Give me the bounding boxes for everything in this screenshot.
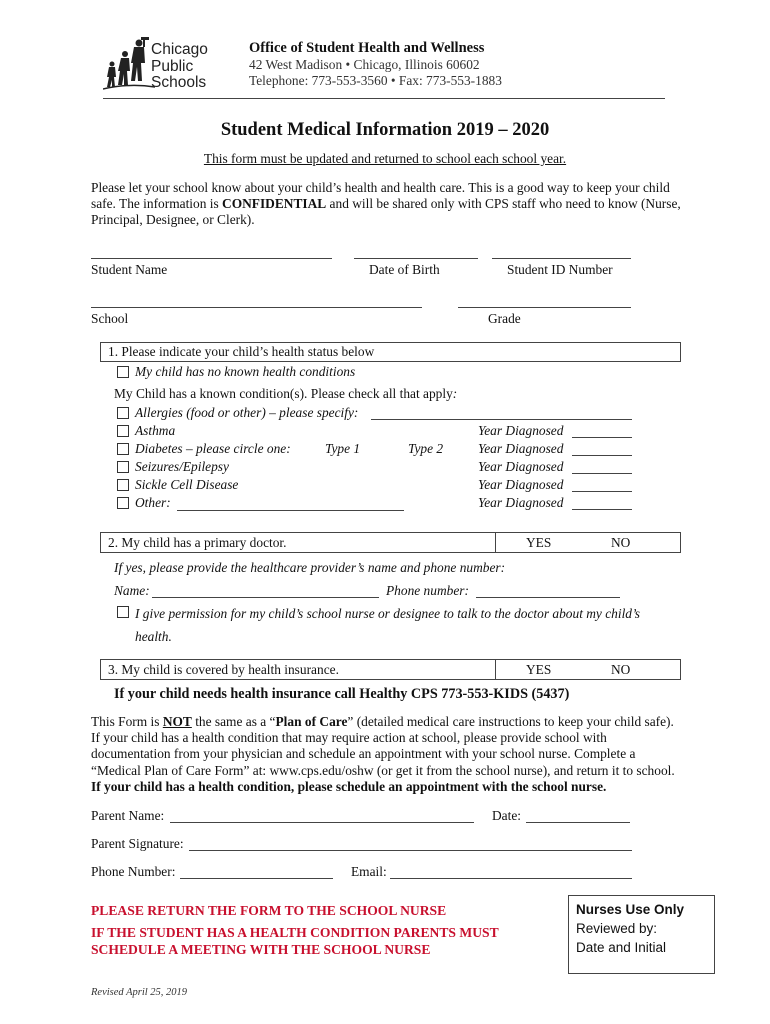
primary-doctor-no-option[interactable]: NO xyxy=(611,535,631,550)
not-emphasis: NOT xyxy=(162,714,192,729)
header-rule xyxy=(103,98,665,99)
logo-text-line: Public xyxy=(151,57,194,75)
phone-number-label: Phone Number: xyxy=(91,864,176,879)
school-field[interactable] xyxy=(91,307,422,308)
confidential-text: CONFIDENTIAL xyxy=(222,196,327,212)
provider-phone-field[interactable] xyxy=(476,597,620,598)
student-name-field[interactable] xyxy=(91,258,332,259)
parent-signature-label: Parent Signature: xyxy=(91,836,184,851)
email-field[interactable] xyxy=(390,878,632,879)
student-id-field[interactable] xyxy=(492,258,631,259)
date-of-birth-field[interactable] xyxy=(354,258,478,259)
known-conditions-text: My Child has a known condition(s). Please check all that apply: xyxy=(114,386,458,401)
insurance-no-option[interactable]: NO xyxy=(611,662,631,677)
diabetes-checkbox[interactable] xyxy=(117,443,129,455)
grade-field[interactable] xyxy=(458,307,631,308)
permission-text-line2: health. xyxy=(135,629,172,644)
other-condition-field[interactable] xyxy=(177,510,404,511)
sickle-year-field[interactable] xyxy=(572,491,632,492)
provider-name-label: Name: xyxy=(114,583,150,598)
parent-name-field[interactable] xyxy=(170,822,474,823)
grade-label: Grade xyxy=(488,311,521,326)
parent-signature-field[interactable] xyxy=(189,850,632,851)
page-subtitle: This form must be updated and returned to school each school year. xyxy=(203,151,567,166)
allergies-checkbox[interactable] xyxy=(117,407,129,419)
primary-doctor-yes-option[interactable]: YES xyxy=(526,535,552,550)
intro-paragraph: Please let your school know about your child’s health and health care. This is a good way to keep your child safe. The information is CONFIDENTIAL and will be shared only with CPS staff who need to know (Nurse, Principal, Designee, or Clerk). xyxy=(91,180,681,228)
seizures-year-label: Year Diagnosed xyxy=(478,459,564,474)
sickle-cell-label: Sickle Cell Disease xyxy=(135,477,239,492)
nurses-use-only-title: Nurses Use Only xyxy=(576,902,685,917)
seizures-checkbox[interactable] xyxy=(117,461,129,473)
other-year-field[interactable] xyxy=(572,509,632,510)
permission-text-line1: I give permission for my child’s school nurse or designee to talk to the doctor about my child’s xyxy=(135,606,640,621)
allergies-label: Allergies (food or other) – please specify: xyxy=(135,405,359,420)
seizures-year-field[interactable] xyxy=(572,473,632,474)
office-name: Office of Student Health and Wellness xyxy=(249,40,485,56)
phone-number-field[interactable] xyxy=(180,878,333,879)
date-of-birth-label: Date of Birth xyxy=(369,262,440,277)
section2-divider xyxy=(495,532,496,553)
parent-date-label: Date: xyxy=(492,808,521,823)
no-conditions-label: My child has no known health conditions xyxy=(135,364,356,379)
asthma-year-field[interactable] xyxy=(572,437,632,438)
diabetes-year-field[interactable] xyxy=(572,455,632,456)
healthy-cps-notice: If your child needs health insurance call Healthy CPS 773-553-KIDS (5437) xyxy=(114,686,570,702)
section2-heading: 2. My child has a primary doctor. xyxy=(108,535,287,550)
provider-phone-label: Phone number: xyxy=(386,583,469,598)
section3-divider xyxy=(495,659,496,680)
diabetes-type2-option[interactable]: Type 2 xyxy=(408,441,444,456)
student-name-label: Student Name xyxy=(91,262,168,277)
school-label: School xyxy=(91,311,129,326)
no-conditions-checkbox[interactable] xyxy=(117,366,129,378)
meeting-notice-line1: IF THE STUDENT HAS A HEALTH CONDITION PARENTS MUST xyxy=(91,925,499,940)
plan-of-care-paragraph: This Form is NOT the same as a “Plan of Care” (detailed medical care instructions to keep your child safe). If your child has a health condition that may require action at school, please provide school with documentation from your physician and schedule an appointment with your school nurse. Complete a “Medical Plan of Care Form” at: www.cps.edu/oshw (or get it from the school nurse), and return it to school. If your child has a health condition, please schedule an appointment with the school nurse. xyxy=(91,714,675,794)
asthma-label: Asthma xyxy=(135,423,176,438)
section1-heading: 1. Please indicate your child’s health status below xyxy=(108,344,375,359)
office-address: 42 West Madison • Chicago, Illinois 60602 xyxy=(249,57,480,72)
asthma-year-label: Year Diagnosed xyxy=(478,423,564,438)
diabetes-year-label: Year Diagnosed xyxy=(478,441,564,456)
logo-text-line: Chicago xyxy=(151,41,208,58)
sickle-year-label: Year Diagnosed xyxy=(478,477,564,492)
appointment-notice: If your child has a health condition, please schedule an appointment with the school nurse. xyxy=(91,778,607,794)
page-title: Student Medical Information 2019 – 2020 xyxy=(220,120,550,140)
diabetes-label: Diabetes – please circle one: xyxy=(135,441,291,456)
insurance-yes-option[interactable]: YES xyxy=(526,662,552,677)
section3-heading: 3. My child is covered by health insurance. xyxy=(108,662,339,677)
student-id-label: Student ID Number xyxy=(507,262,613,277)
asthma-checkbox[interactable] xyxy=(117,425,129,437)
allergies-specify-field[interactable] xyxy=(371,419,632,420)
cps-logo xyxy=(103,37,223,92)
email-label: Email: xyxy=(351,864,387,879)
parent-date-field[interactable] xyxy=(526,822,630,823)
other-year-label: Year Diagnosed xyxy=(478,495,564,510)
plan-of-care-term: Plan of Care xyxy=(275,714,348,729)
office-phone-fax: Telephone: 773-553-3560 • Fax: 773-553-1883 xyxy=(249,73,502,88)
meeting-notice-line2: SCHEDULE A MEETING WITH THE SCHOOL NURSE xyxy=(91,942,431,957)
nurses-reviewed-by: Reviewed by: xyxy=(576,921,658,936)
seizures-label: Seizures/Epilepsy xyxy=(135,459,229,474)
provider-instructions: If yes, please provide the healthcare provider’s name and phone number: xyxy=(114,560,506,575)
students-silhouette-icon xyxy=(103,37,155,91)
return-form-notice: PLEASE RETURN THE FORM TO THE SCHOOL NURSE xyxy=(91,903,447,918)
diabetes-type1-option[interactable]: Type 1 xyxy=(325,441,361,456)
sickle-cell-checkbox[interactable] xyxy=(117,479,129,491)
provider-name-field[interactable] xyxy=(152,597,379,598)
permission-checkbox[interactable] xyxy=(117,606,129,618)
other-condition-checkbox[interactable] xyxy=(117,497,129,509)
logo-text-line: Schools xyxy=(151,74,207,91)
nurses-date-initial: Date and Initial xyxy=(576,940,667,955)
revision-date: Revised April 25, 2019 xyxy=(91,987,188,998)
parent-name-label: Parent Name: xyxy=(91,808,165,823)
other-condition-label: Other: xyxy=(135,495,171,510)
